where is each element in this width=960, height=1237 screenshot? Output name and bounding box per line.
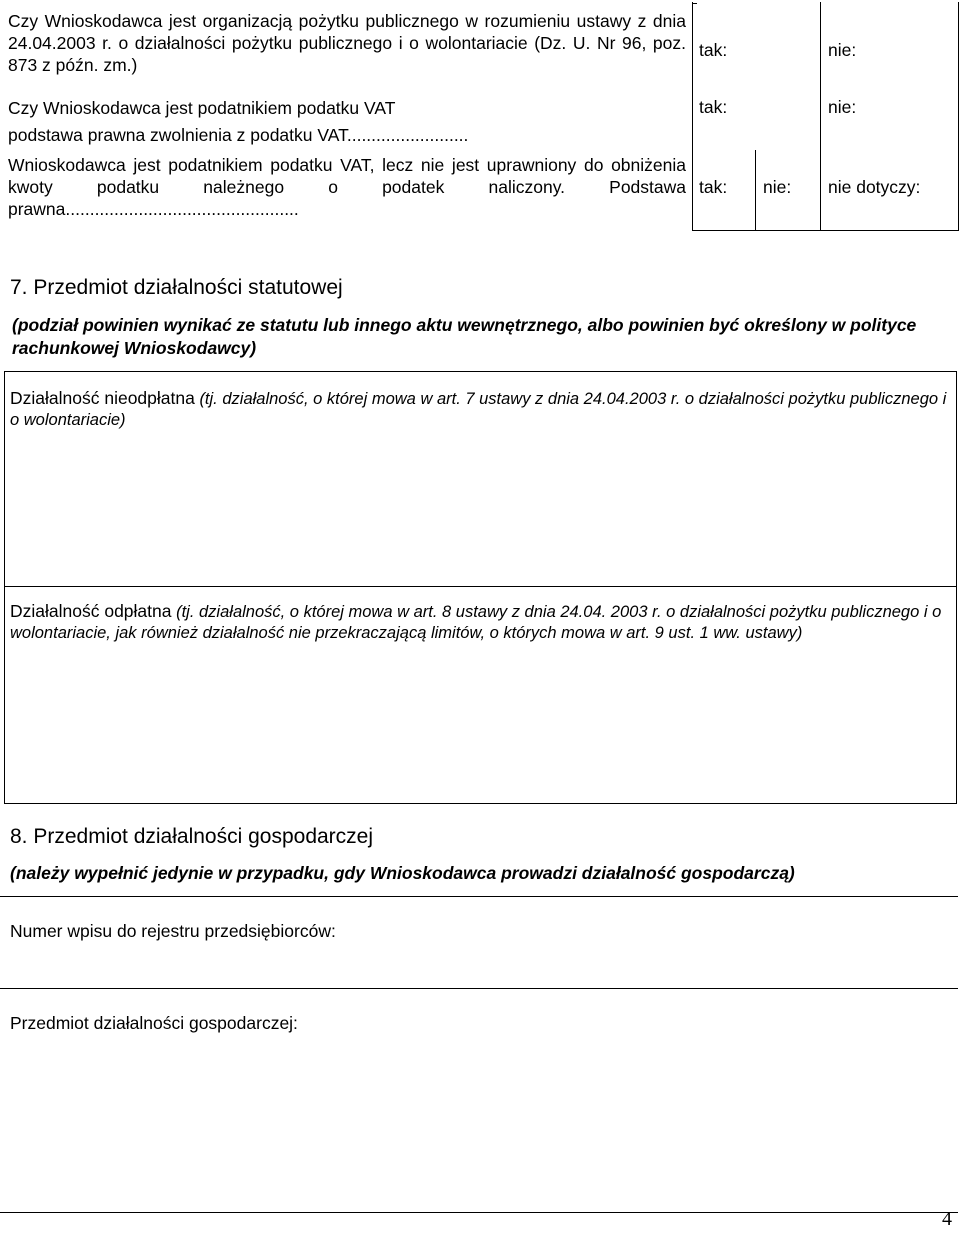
option-tak[interactable]: tak: bbox=[699, 40, 728, 60]
question-vat-deduction: Wnioskodawca jest podatnikiem podatku VAT, lecz nie jest uprawniony do obniżenia kwoty podatku należnego o podatek naliczony. Podstawa prawna................................................ bbox=[8, 155, 686, 219]
option-nie[interactable]: nie: bbox=[828, 97, 857, 117]
paid-activity-label: Działalność odpłatna bbox=[10, 601, 172, 621]
register-number-field[interactable]: Numer wpisu do rejestru przedsiębiorców: bbox=[10, 921, 336, 941]
option-nie[interactable]: nie: bbox=[763, 177, 792, 197]
option-nie[interactable]: nie: bbox=[828, 40, 857, 60]
question-vat-basis: podstawa prawna zwolnienia z podatku VAT......................... bbox=[8, 125, 469, 145]
section8-title: 8. Przedmiot działalności gospodarczej bbox=[10, 825, 374, 848]
free-activity-label: Działalność nieodpłatna bbox=[10, 388, 195, 408]
option-nie-dotyczy[interactable]: nie dotyczy: bbox=[828, 177, 921, 197]
question-vat: Czy Wnioskodawca jest podatnikiem podatku VAT bbox=[8, 98, 396, 118]
free-activity-detail: (tj. działalność, o której mowa w art. 7 ustawy z dnia 24.04.2003 r. o działalności pożytku publicznego i o wolontariacie) bbox=[10, 390, 947, 429]
option-tak[interactable]: tak: bbox=[699, 97, 728, 117]
page-number: 4 bbox=[942, 1208, 952, 1230]
free-activity-field[interactable] bbox=[10, 388, 950, 431]
business-activity-field[interactable]: Przedmiot działalności gospodarczej: bbox=[10, 1013, 298, 1033]
paid-activity-field[interactable] bbox=[10, 601, 950, 644]
section7-note: (podział powinien wynikać ze statutu lub innego aktu wewnętrznego, albo powinien być określony w polityce rachunkowej Wnioskodawcy) bbox=[12, 315, 917, 358]
question-opp: Czy Wnioskodawca jest organizacją pożytku publicznego w rozumieniu ustawy z dnia 24.04.2003 r. o działalności pożytku publicznego i o wolontariacie (Dz. U. Nr 96, poz. 873 z późn. zm.) bbox=[8, 11, 686, 75]
paid-activity-detail: (tj. działalność, o której mowa w art. 8 ustawy z dnia 24.04. 2003 r. o działalności pożytku publicznego i o wolontariacie, jak również działalność nie przekraczającą limitów, o których mowa w art. 9 ust. 1 ww. ustawy) bbox=[10, 603, 942, 642]
option-tak[interactable]: tak: bbox=[699, 177, 728, 197]
section8-note: (należy wypełnić jedynie w przypadku, gdy Wnioskodawca prowadzi działalność gospodarczą) bbox=[10, 863, 795, 883]
section7-title: 7. Przedmiot działalności statutowej bbox=[10, 276, 343, 299]
